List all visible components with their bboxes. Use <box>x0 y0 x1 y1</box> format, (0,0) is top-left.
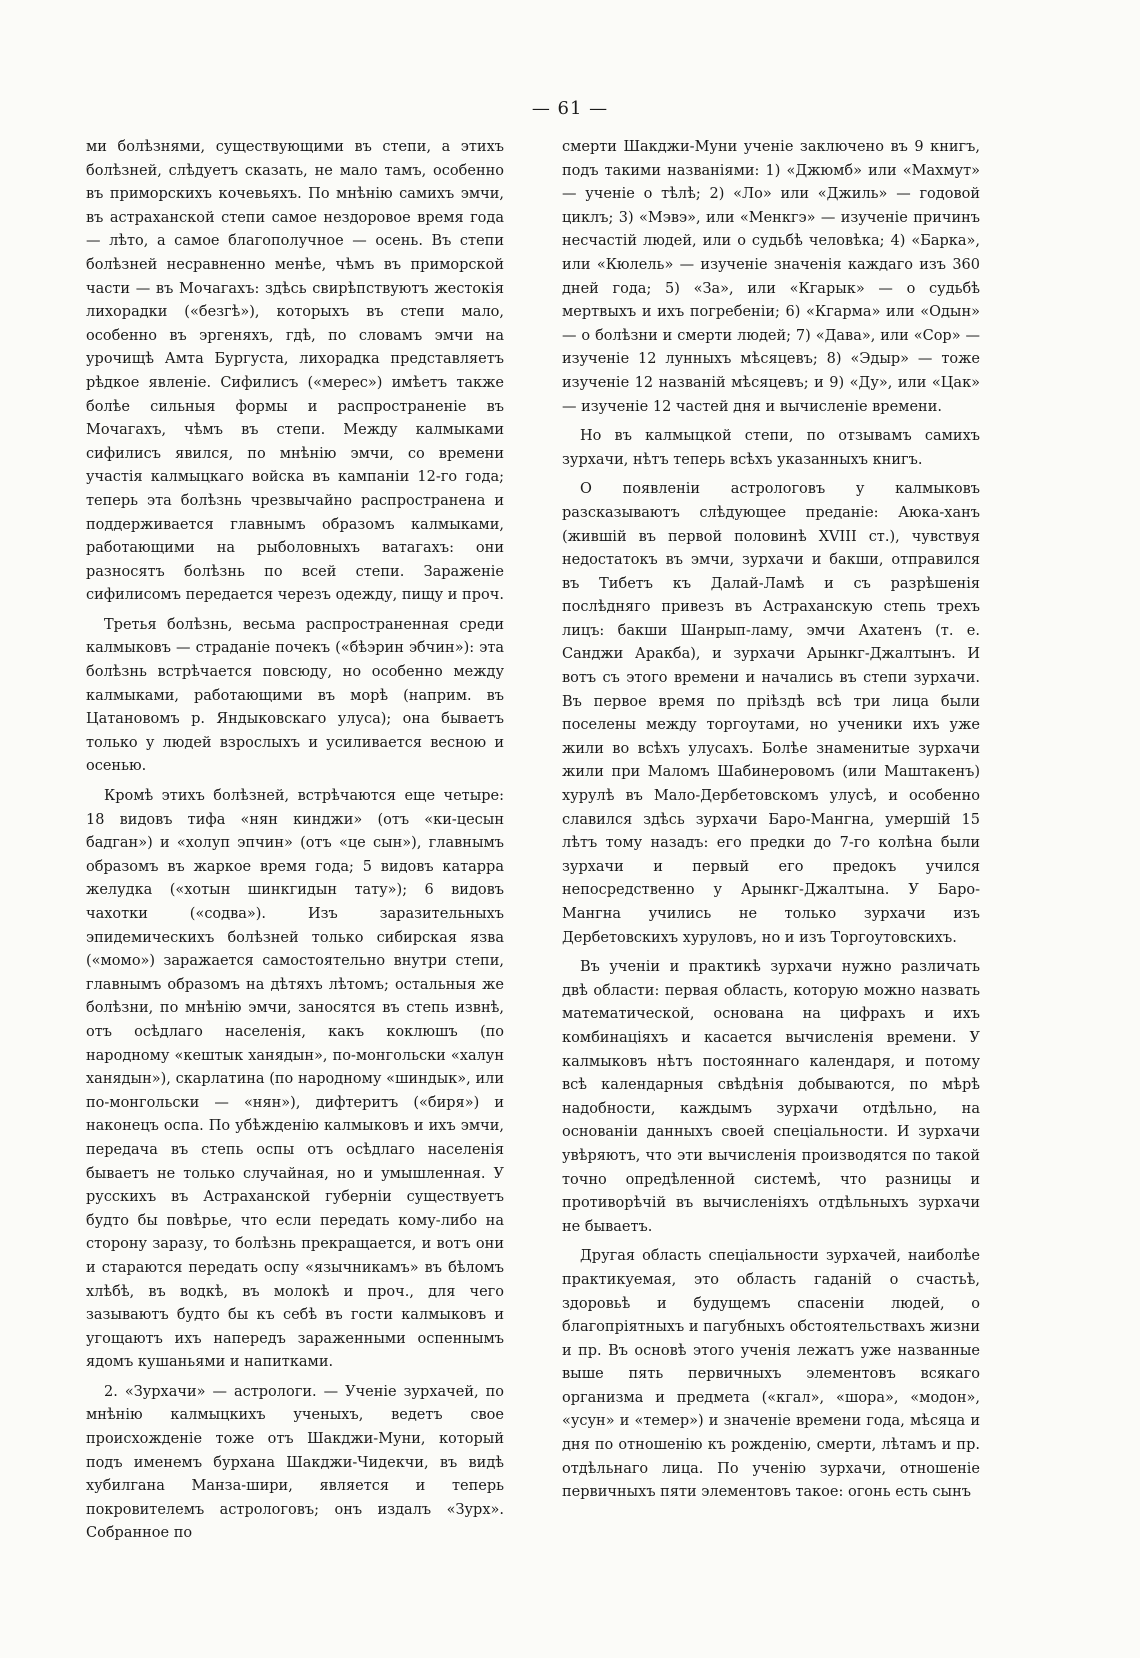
paragraph: Третья болѣзнь, весьма распространенная среди калмыковъ — страданіе почекъ («бѣэрин эбчин»): эта болѣзнь встрѣчается повсюду, но особенно между калмыками, работающими въ морѣ (наприм. въ Цатановомъ р. Яндыковскаго улуса); она бываетъ только у людей взрослыхъ и усиливается весною и осенью. <box>86 616 504 775</box>
paragraph: О появленіи астрологовъ у калмыковъ разсказываютъ слѣдующее преданіе: Аюка-ханъ (жившій въ первой половинѣ XVIII ст.), чувствуя недостатокъ въ эмчи, зурхачи и бакши, отправился въ Тибетъ къ Далай-Ламѣ и съ разрѣшенія послѣдняго привезъ въ Астраханскую степь трехъ лицъ: бакши Шанрып-ламу, эмчи Ахатенъ (т. е. Санджи Аракба), и зурхачи Арынкг-Джалтынъ. И вотъ съ этого времени и начались въ степи зурхачи. Въ первое время по пріѣздѣ всѣ три лица были поселены между торгоутами, но ученики ихъ уже жили во всѣхъ улусахъ. Болѣе знаменитые зурхачи жили при Маломъ Шабинеровомъ (или Маштакенъ) хурулѣ въ Мало-Дербетовскомъ улусѣ, и особенно славился здѣсь зурхачи Баро-Мангна, умершій 15 лѣтъ тому назадъ: его предки до 7-го колѣна были зурхачи и первый его предокъ учился непосредственно у Арынкг-Джалтына. У Баро-Мангна учились не только зурхачи изъ Дербетовскихъ хуруловъ, но и изъ Торгоутовскихъ. <box>562 481 980 946</box>
paragraph: Другая область спеціальности зурхачей, наиболѣе практикуемая, это область гаданій о счастьѣ, здоровьѣ и будущемъ спасеніи людей, о благопріятныхъ и пагубныхъ обстоятельствахъ жизни и пр. Въ основѣ этого ученія лежатъ уже названные выше пять первичныхъ элементовъ всякаго организма и предмета («кгал», «шора», «модон», «усун» и «темер») и значеніе времени года, мѣсяца и дня по отношенію къ рожденію, смерти, лѣтамъ и пр. отдѣльнаго лица. По ученію зурхачи, отношеніе первичныхъ пяти элементовъ такое: огонь есть сынъ <box>562 1248 980 1501</box>
page-number: — 61 — <box>531 98 609 119</box>
left-column <box>86 136 504 1552</box>
paragraph: ми болѣзнями, существующими въ степи, а этихъ болѣзней, слѣдуетъ сказать, не мало тамъ, особенно въ приморскихъ кочевьяхъ. По мнѣнію самихъ эмчи, въ астраханской степи самое нездоровое время года — лѣто, а самое благополучное — осень. Въ степи болѣзней несравненно менѣе, чѣмъ въ приморской части — въ Мочагахъ: здѣсь свирѣпствуютъ жестокія лихорадки («безгѣ»), которыхъ въ степи мало, особенно въ эргеняхъ, гдѣ, по словамъ эмчи на урочищѣ Амта Бургуста, лихорадка представляетъ рѣдкое явленіе. Сифилисъ («мерес») имѣетъ также болѣе сильныя формы и распространеніе въ Мочагахъ, чѣмъ въ степи. Между калмыками сифилисъ явился, по мнѣнію эмчи, со времени участія калмыцкаго войска въ кампаніи 12-го года; теперь эта болѣзнь чрезвычайно распространена и поддерживается главнымъ образомъ калмыками, работающими на рыболовныхъ ватагахъ: они разносятъ болѣзнь по всей степи. Зараженіе сифилисомъ передается черезъ одежду, пищу и проч. <box>86 139 504 604</box>
paragraph: 2. «Зурхачи» — астрологи. — Ученіе зурхачей, по мнѣнію калмыцкихъ ученыхъ, ведетъ свое происхожденіе тоже отъ Шакджи-Муни, который подъ именемъ бурхана Шакджи-Чидекчи, въ видѣ хубилгана Манза-шири, является и теперь покровителемъ астрологовъ; онъ издалъ «Зурх». Собранное по <box>86 1383 504 1542</box>
paragraph: Кромѣ этихъ болѣзней, встрѣчаются еще четыре: 18 видовъ тифа «нян кинджи» (отъ «ки-цесын бадган») и «холуп эпчин» (отъ «це сын»), главнымъ образомъ въ жаркое время года; 5 видовъ катарра желудка («хотын шинкгидын тату»); 6 видовъ чахотки («содва»). Изъ заразительныхъ эпидемическихъ болѣзней только сибирская язва («момо») заражается самостоятельно внутри степи, главнымъ образомъ на дѣтяхъ лѣтомъ; остальныя же болѣзни, по мнѣнію эмчи, заносятся въ степь извнѣ, отъ осѣдлаго населенія, какъ коклюшъ (по народному «кештык ханядын», по-монгольски «халун ханядын»), скарлатина (по народному «шиндык», или по-монгольски — «нян»), дифтеритъ («биря») и наконецъ оспа. По убѣжденію калмыковъ и ихъ эмчи, передача въ степь оспы отъ осѣдлаго населенія бываетъ не только случайная, но и умышленная. У русскихъ въ Астраханской губерніи существуетъ будто бы повѣрье, что если передать кому-либо на сторону заразу, то болѣзнь прекращается, и вотъ они и стараются передать оспу «язычникамъ» въ бѣломъ хлѣбѣ, въ водкѣ, въ молокѣ и проч., для чего зазываютъ будто бы къ себѣ въ гости калмыковъ и угощаютъ ихъ напередъ зараженными оспеннымъ ядомъ кушаньями и напитками. <box>86 788 504 1371</box>
right-column <box>562 136 980 1511</box>
paragraph: смерти Шакджи-Муни ученіе заключено въ 9 книгъ, подъ такими названіями: 1) «Джюмб» или «Махмут» — ученіе о тѣлѣ; 2) «Ло» или «Джиль» — годовой циклъ; 3) «Мэвэ», или «Менкгэ» — изученіе причинъ несчастій людей, или о судьбѣ человѣка; 4) «Барка», или «Кюлель» — изученіе значенія каждаго изъ 360 дней года; 5) «За», или «Кгарык» — о судьбѣ мертвыхъ и ихъ погребеніи; 6) «Кгарма» или «Одын» — о болѣзни и смерти людей; 7) «Дава», или «Сор» — изученіе 12 лунныхъ мѣсяцевъ; 8) «Эдыр» — тоже изученіе 12 названій мѣсяцевъ; и 9) «Ду», или «Цак» — изученіе 12 частей дня и вычисленіе времени. <box>562 139 980 415</box>
paragraph: Но въ калмыцкой степи, по отзывамъ самихъ зурхачи, нѣтъ теперь всѣхъ указанныхъ книгъ. <box>562 428 980 468</box>
paragraph: Въ ученіи и практикѣ зурхачи нужно различать двѣ области: первая область, которую можно назвать математической, основана на цифрахъ и ихъ комбинаціяхъ и касается вычисленія времени. У калмыковъ нѣтъ постояннаго календаря, и потому всѣ календарныя свѣдѣнія добываются, по мѣрѣ надобности, каждымъ зурхачи отдѣльно, на основаніи данныхъ своей спеціальности. И зурхачи увѣряютъ, что эти вычисленія производятся по такой точно опредѣленной системѣ, что разницы и противорѣчій въ вычисленіяхъ отдѣльныхъ зурхачи не бываетъ. <box>562 959 980 1235</box>
